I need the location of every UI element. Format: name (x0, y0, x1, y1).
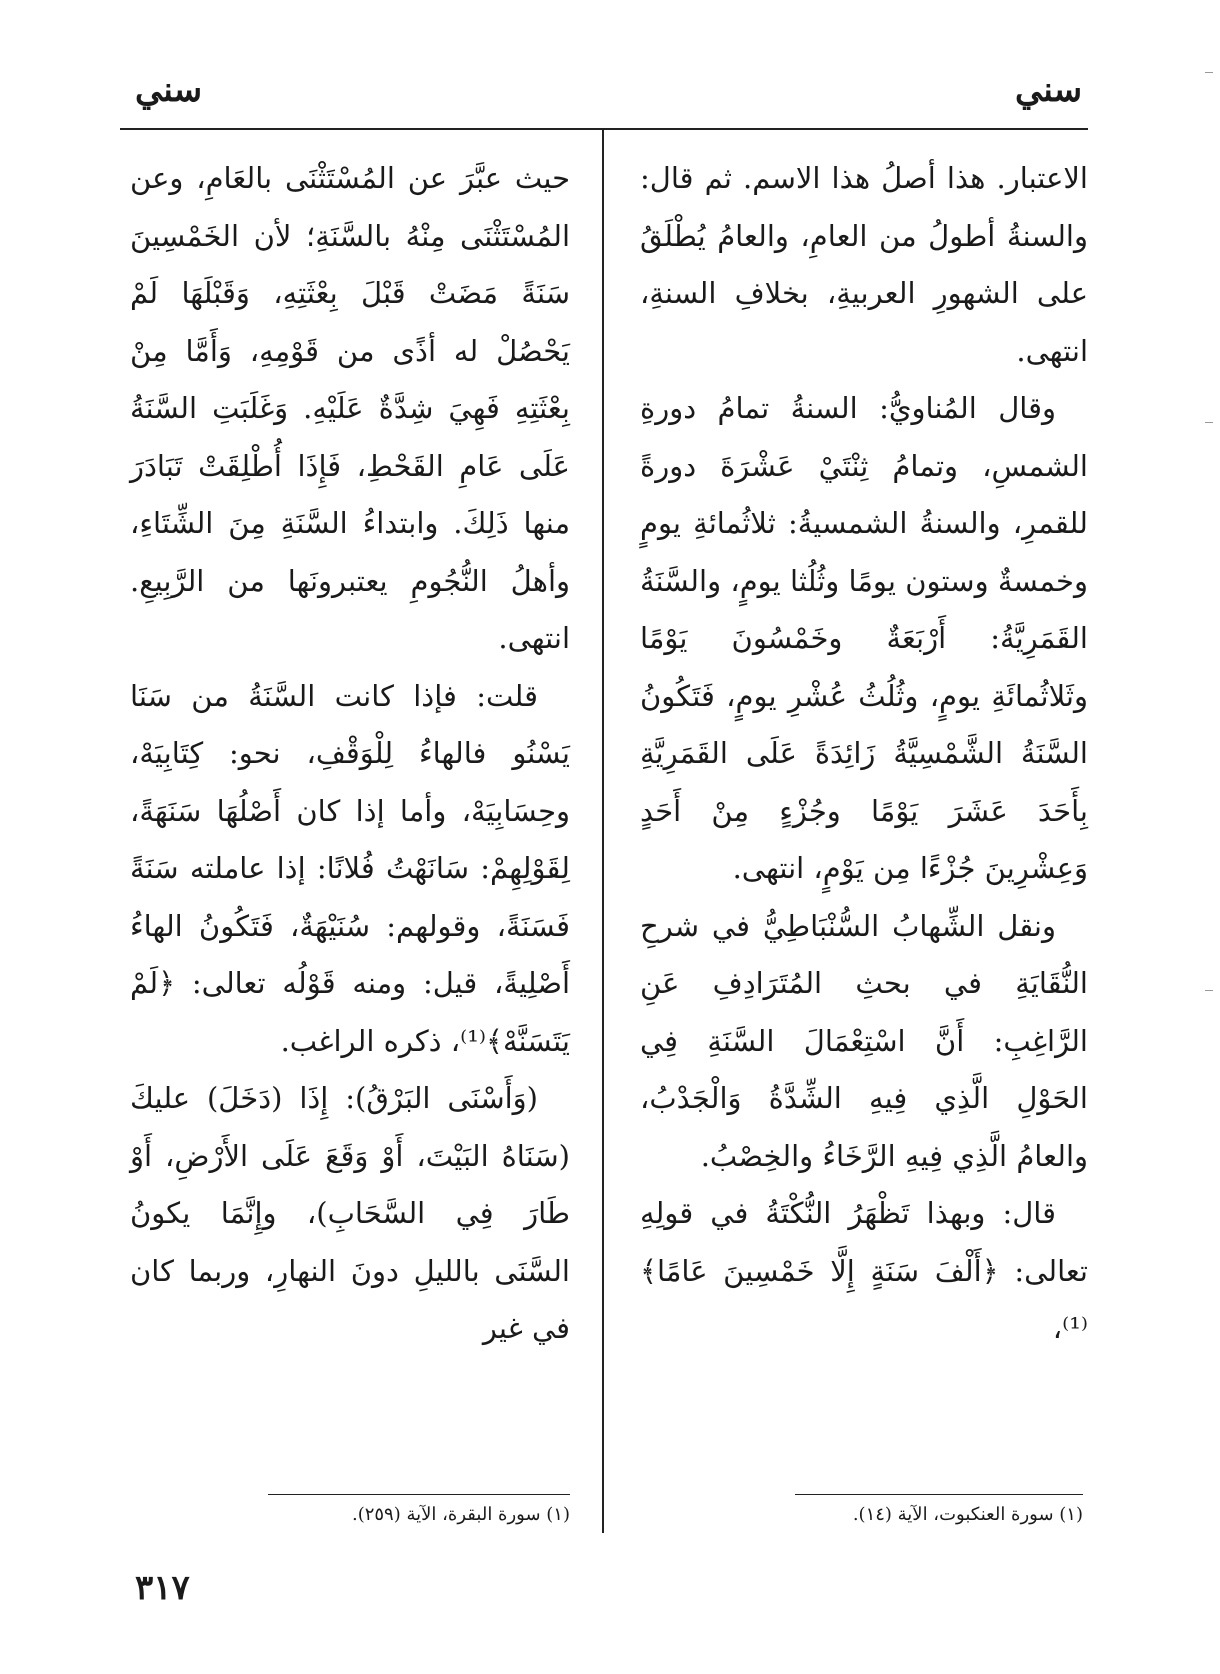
margin-tick (1205, 422, 1213, 423)
footnote-rule-left (268, 1494, 570, 1495)
header-rule (120, 128, 1088, 130)
column-divider (602, 128, 604, 1533)
running-header-right: سني (1015, 70, 1083, 110)
footnote-left: (١) سورة البقرة، الآية (٢٥٩). (351, 1504, 570, 1525)
paragraph: قلت: فإذا كانت السَّنَةُ من سَنَا يَسْنُو فالهاءُ لِلْوَقْفِ، نحو: كِتَابِيَهْ، وحِسَابِيَهْ، وأما إذا كان أَصْلُهَا سَنَهَةً، لِقَوْلِهِمْ: سَانَهْتُ فُلانًا: إذا عاملته سَنَةً فَسَنَةً، وقولهم: سُنَيْهَةٌ، فَتَكُونُ الهاءُ أَصْلِيةً، قيل: ومنه قَوْلُه تعالى: ﴿لَمْ يَتَسَنَّهْ﴾⁽¹⁾، ذكره الراغب. (130, 678, 570, 1058)
paragraph: قال: وبهذا تَظْهَرُ النُّكْتَةُ في قولِهِ تعالى: ﴿أَلْفَ سَنَةٍ إِلَّا خَمْسِينَ عَامًا﴾⁽¹⁾، (640, 1196, 1088, 1345)
margin-tick (1205, 72, 1213, 73)
margin-tick (1205, 990, 1213, 991)
right-column (640, 150, 1088, 1358)
footnote-right: (١) سورة العنكبوت، الآية (١٤). (852, 1504, 1083, 1525)
paragraph: حيث عبَّرَ عن المُسْتَثْنَى بالعَامِ، وعن المُسْتَثْنَى مِنْهُ بالسَّنَةِ؛ لأن الخَمْسِينَ سَنَةً مَضَتْ قَبْلَ بِعْثَتِهِ، وَقَبْلَهَا لَمْ يَحْصُلْ له أذًى من قَوْمِهِ، وَأَمَّا مِنْ بِعْثَتِهِ فَهِيَ شِدَّةٌ عَلَيْهِ. وَغَلَبَتِ السَّنَةُ عَلَى عَامِ القَحْطِ، فَإِذَا أُطْلِقَتْ تَبَادَرَ منها ذَلِكَ. وابتداءُ السَّنَةِ مِنَ الشِّتَاءِ، وأهلُ النُّجُومِ يعتبرونَها من الرَّبِيعِ. انتهى. (130, 161, 570, 655)
paragraph: الاعتبار. هذا أصلُ هذا الاسم. ثم قال: والسنةُ أطولُ من العامِ، والعامُ يُطْلَقُ على الشهورِ العربيةِ، بخلافِ السنةِ، انتهى. (640, 161, 1088, 368)
paragraph: وقال المُناويُّ: السنةُ تمامُ دورةِ الشمسِ، وتمامُ ثِنْتَيْ عَشْرَةَ دورةً للقمرِ، والسنةُ الشمسيةُ: ثلاثُمائةِ يومٍ وخمسةٌ وستون يومًا وثُلُثا يومٍ، والسَّنَةُ القَمَرِيَّةُ: أَرْبَعَةٌ وخَمْسُونَ يَوْمًا وثَلاثُمائَةِ يومٍ، وثُلُثُ عُشْرِ يومٍ، فَتَكُونُ السَّنَةُ الشَّمْسِيَّةُ زَائِدَةً عَلَى القَمَرِيَّةِ بِأَحَدَ عَشَرَ يَوْمًا وجُزْءٍ مِنْ أَحَدٍ وَعِشْرِينَ جُزْءًا مِن يَوْمٍ، انتهى. (640, 391, 1088, 885)
footnote-rule-right (795, 1494, 1083, 1495)
paragraph: ونقل الشِّهابُ السُّنْبَاطِيُّ في شرحِ النُّقَايَةِ في بحثِ المُتَرَادِفِ عَنِ الرَّاغِبِ: أَنَّ اسْتِعْمَالَ السَّنَةِ فِي الحَوْلِ الَّذِي فِيهِ الشِّدَّةُ وَالْجَدْبُ، والعامُ الَّذِي فِيهِ الرَّخَاءُ والخِصْبُ. (640, 908, 1088, 1173)
paragraph: (وَأَسْنَى البَرْقُ): إِذَا (دَخَلَ) عليكَ (سَنَاهُ البَيْتَ، أَوْ وَقَعَ عَلَى الأَرْضِ، أَوْ طَارَ فِي السَّحَابِ)، وإِنَّمَا يكونُ السَّنَى بالليلِ دونَ النهارِ، وربما كان في غير (130, 1081, 570, 1345)
page-number: ٣١٧ (135, 1568, 190, 1608)
running-header-left: سني (135, 70, 203, 110)
left-column (130, 150, 570, 1358)
